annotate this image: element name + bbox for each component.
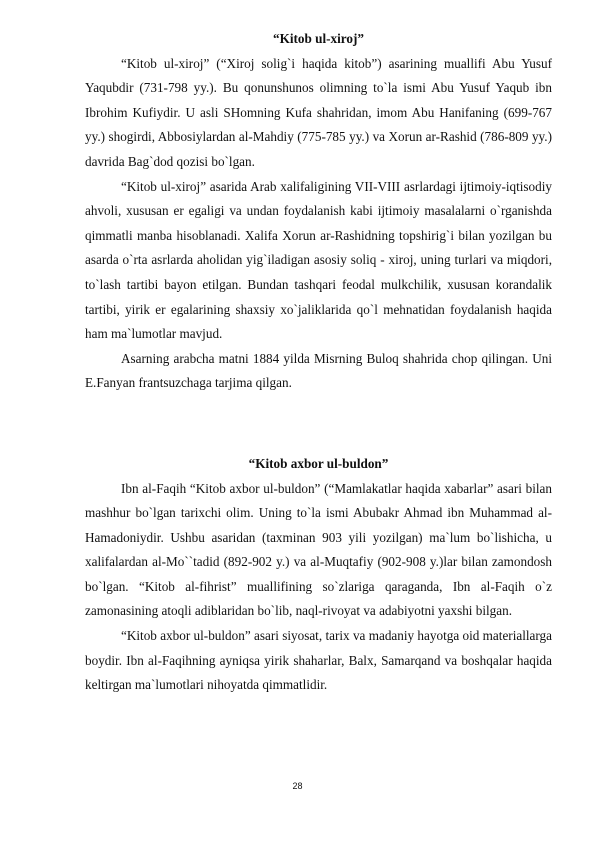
page-number: 28: [292, 781, 303, 791]
paragraph: Asarning arabcha matni 1884 yilda Misrning Buloq shahrida chop qilingan. Uni E.Fanyan frantsuzchaga tarjima qilgan.: [85, 350, 552, 391]
section-title: “Kitob ul-xiroj”: [273, 31, 364, 46]
paragraph: “Kitob ul-xiroj” asarida Arab xalifaligining VII-VIII asrlardagi ijtimoiy-iqtisodiy ahvoli, xususan er egaligi va undan foydalanish kabi ijtimoiy masalalarni o`rganishda qimmatli manba hisoblanadi. Xalifa Xorun ar-Rashidning topshirig`i bilan yozilgan bu asarda o`rta asrlarda aholidan yig`iladigan asosiy soliq - xiroj, uning turlari va miqdori, to`lash tartibi bayon etilgan. Bundan tashqari feodal mulkchilik, xususan korandalik tartibi, yirik er egalarining shaxsiy xo`jaliklarida qo`l mehnatidan foydalanish haqida ham ma`lumotlar mavjud.: [85, 178, 552, 342]
document-page: [85, 27, 552, 698]
section-spacer: [85, 396, 552, 452]
section-title: “Kitob axbor ul-buldon”: [248, 455, 389, 471]
section-kitob-axbor-ul-buldon: [85, 452, 552, 698]
paragraph: “Kitob axbor ul-buldon” asari siyosat, tarix va madaniy hayotga oid materiallarga boydir. Ibn al-Faqihning ayniqsa yirik shaharlar, Balx, Samarqand va boshqalar haqida keltirgan ma`lumotlari nihoyatda qimmatlidir.: [85, 628, 552, 693]
section-kitob-ul-xiroj: [85, 27, 552, 396]
paragraph: Ibn al-Faqih “Kitob axbor ul-buldon” (“Mamlakatlar haqida xabarlar” asari bilan mashhur bo`lgan tarixchi olim. Uning to`la ismi Abubakr Ahmad ibn Muhammad al-Hamadoniydir. Ushbu asaridan (taxminan 903 yili yozilgan) ma`lum bo`lishicha, u xalifalardan al-Mo``tadid (892-902 y.) va al-Muqtafiy (902-908 y.)lar bilan zamondosh bo`lgan. “Kitob al-fihrist” muallifining so`zlariga qaraganda, Ibn al-Faqih o`z zamonasining atoqli adiblaridan bo`lib, naql-rivoyat va adabiyotni yaxshi bilgan.: [85, 480, 552, 619]
paragraph: “Kitob ul-xiroj” (“Xiroj solig`i haqida kitob”) asarining muallifi Abu Yusuf Yaqubdir (731-798 yy.). Bu qonunshunos olimning to`la ismi Abu Yusuf Yaqub ibn Ibrohim Kufiydir. U asli SHomning Kufa shahridan, imom Abu Hanifaning (699-767 yy.) shogirdi, Abbosiylardan al-Mahdiy (775-785 yy.) va Xorun ar-Rashid (786-809 yy.) davrida Bag`dod qozisi bo`lgan.: [85, 55, 552, 169]
